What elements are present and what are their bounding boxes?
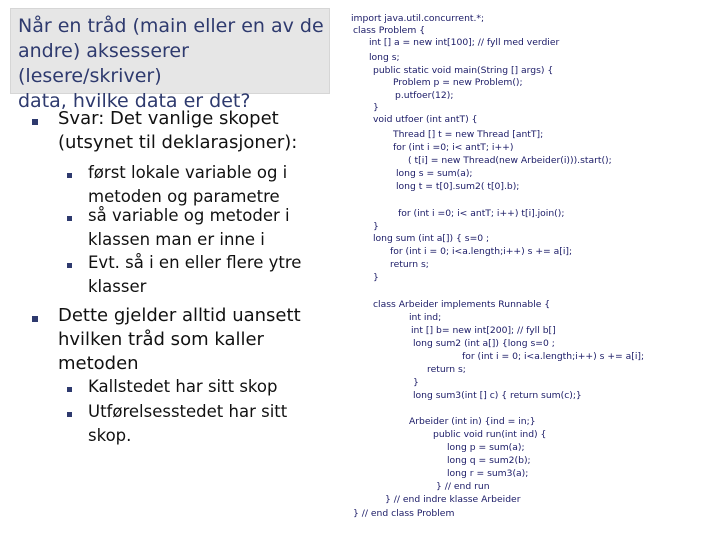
code-line: public void run(int ind) { (433, 429, 547, 440)
code-line: long q = sum2(b); (447, 455, 531, 466)
code-line: long r = sum3(a); (447, 468, 529, 479)
code-line: } // end indre klasse Arbeider (385, 494, 521, 505)
bullet-item: Svar: Det vanlige skopet (utsynet til deklarasjoner): (58, 108, 298, 153)
code-line: } (373, 102, 379, 113)
sub-bullet-item: så variable og metoder i klassen man er inne i (88, 206, 290, 249)
code-line: class Problem { (353, 25, 426, 36)
code-line: long s = sum(a); (396, 168, 473, 179)
sub-bullet-item: først lokale variable og i metoden og parametre (88, 163, 288, 206)
code-line: } // end class Problem (353, 508, 455, 519)
sub-bullet-item: Utførelsesstedet har sitt skop. (88, 402, 288, 445)
code-line: p.utfoer(12); (395, 90, 454, 101)
code-line: for (int i = 0; i<a.length;i++) s += a[i]; (390, 246, 573, 257)
code-line: } // end run (436, 481, 490, 492)
bullet-item: Dette gjelder alltid uansett hvilken tråd som kaller metoden (58, 305, 301, 374)
code-line: } (373, 221, 379, 232)
code-line: Arbeider (int in) {ind = in;} (409, 416, 536, 427)
slide-title: Når en tråd (main eller en av de andre) aksesserer (lesere/skriver) data, hvilke data er det? (18, 15, 324, 112)
code-line: ( t[i] = new Thread(new Arbeider(i))).start(); (408, 155, 612, 166)
code-line: int [] b= new int[200]; // fyll b[] (411, 325, 556, 336)
code-line: Thread [] t = new Thread [antT]; (393, 129, 544, 140)
code-line: } (413, 377, 419, 388)
code-line: return s; (390, 259, 429, 270)
code-line: long p = sum(a); (447, 442, 525, 453)
sub-bullet-item: Evt. så i en eller flere ytre klasser (88, 253, 302, 296)
code-line: long sum2 (int a[]) {long s=0 ; (413, 338, 555, 349)
code-line: return s; (427, 364, 466, 375)
code-line: long s; (369, 52, 400, 63)
code-line: for (int i = 0; i<a.length;i++) s += a[i]; (462, 351, 645, 362)
code-line: void utfoer (int antT) { (373, 114, 478, 125)
code-line: public static void main(String [] args) { (373, 65, 554, 76)
sub-bullet-item: Kallstedet har sitt skop (88, 377, 278, 396)
code-line: int [] a = new int[100]; // fyll med verdier (369, 37, 560, 48)
code-line: } (373, 272, 379, 283)
code-line: int ind; (409, 312, 442, 323)
code-line: class Arbeider implements Runnable { (373, 299, 551, 310)
code-line: long sum (int a[]) { s=0 ; (373, 233, 490, 244)
code-line: long t = t[0].sum2( t[0].b); (396, 181, 520, 192)
code-line: for (int i =0; i< antT; i++) (393, 142, 514, 153)
code-line: Problem p = new Problem(); (393, 77, 523, 88)
code-line: import java.util.concurrent.*; (351, 13, 485, 24)
code-line: long sum3(int [] c) { return sum(c);} (413, 390, 582, 401)
code-line: for (int i =0; i< antT; i++) t[i].join(); (398, 208, 565, 219)
